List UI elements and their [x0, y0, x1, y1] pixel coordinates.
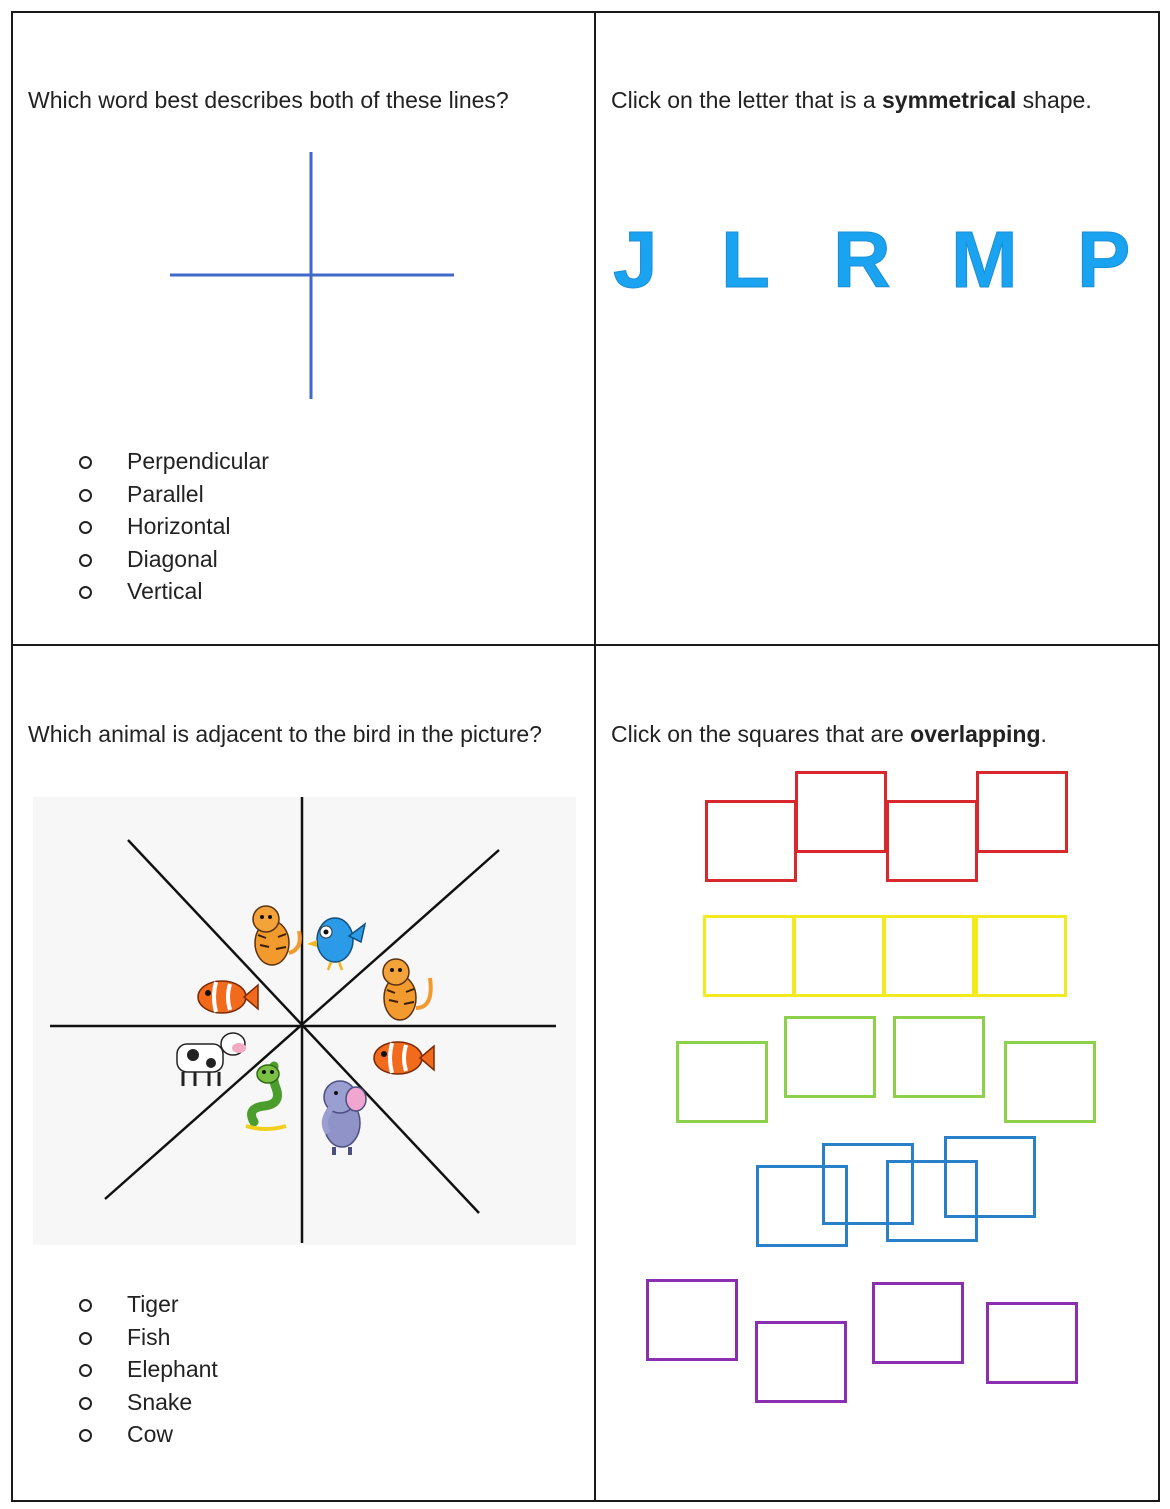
purple-square-1[interactable]: [646, 1279, 738, 1361]
letter-j[interactable]: J: [613, 215, 658, 304]
letter-r[interactable]: R: [833, 215, 891, 304]
radio-circle-icon[interactable]: [79, 1397, 92, 1410]
q1-option-diagonal[interactable]: Diagonal: [79, 543, 269, 576]
q1-option-vertical[interactable]: Vertical: [79, 575, 269, 608]
purple-square-2[interactable]: [755, 1321, 847, 1403]
q3-option-cow[interactable]: Cow: [79, 1418, 218, 1451]
letter-p[interactable]: P: [1077, 215, 1131, 304]
blue-square-4[interactable]: [944, 1136, 1036, 1218]
yellow-square-2[interactable]: [793, 915, 885, 997]
q3-options: [79, 1288, 218, 1451]
green-square-4[interactable]: [1004, 1041, 1096, 1123]
green-square-1[interactable]: [676, 1041, 768, 1123]
green-square-3[interactable]: [893, 1016, 985, 1098]
q1-option-perpendicular[interactable]: Perpendicular: [79, 445, 269, 478]
radio-circle-icon[interactable]: [79, 1332, 92, 1345]
yellow-square-1[interactable]: [703, 915, 795, 997]
q2-question: Click on the letter that is a symmetrical shape.: [611, 87, 1092, 113]
letter-l[interactable]: L: [721, 215, 770, 304]
radio-circle-icon[interactable]: [79, 1364, 92, 1377]
purple-square-4[interactable]: [986, 1302, 1078, 1384]
yellow-square-4[interactable]: [975, 915, 1067, 997]
letter-m[interactable]: M: [951, 215, 1018, 304]
radio-circle-icon[interactable]: [79, 1429, 92, 1442]
q3-option-snake[interactable]: Snake: [79, 1386, 218, 1419]
red-square-4[interactable]: [976, 771, 1068, 853]
yellow-square-3[interactable]: [883, 915, 975, 997]
q3-option-elephant[interactable]: Elephant: [79, 1353, 218, 1386]
radio-circle-icon[interactable]: [79, 1299, 92, 1312]
q4-question: Click on the squares that are overlapping.: [611, 721, 1047, 747]
red-square-1[interactable]: [705, 800, 797, 882]
q3-option-fish[interactable]: Fish: [79, 1321, 218, 1354]
green-square-2[interactable]: [784, 1016, 876, 1098]
q1-option-parallel[interactable]: Parallel: [79, 478, 269, 511]
q3-question: Which animal is adjacent to the bird in the picture?: [28, 721, 542, 747]
purple-square-3[interactable]: [872, 1282, 964, 1364]
q1-option-horizontal[interactable]: Horizontal: [79, 510, 269, 543]
red-square-2[interactable]: [795, 771, 887, 853]
q1-question: Which word best describes both of these lines?: [28, 87, 509, 113]
q3-option-tiger[interactable]: Tiger: [79, 1288, 218, 1321]
red-square-3[interactable]: [886, 800, 978, 882]
